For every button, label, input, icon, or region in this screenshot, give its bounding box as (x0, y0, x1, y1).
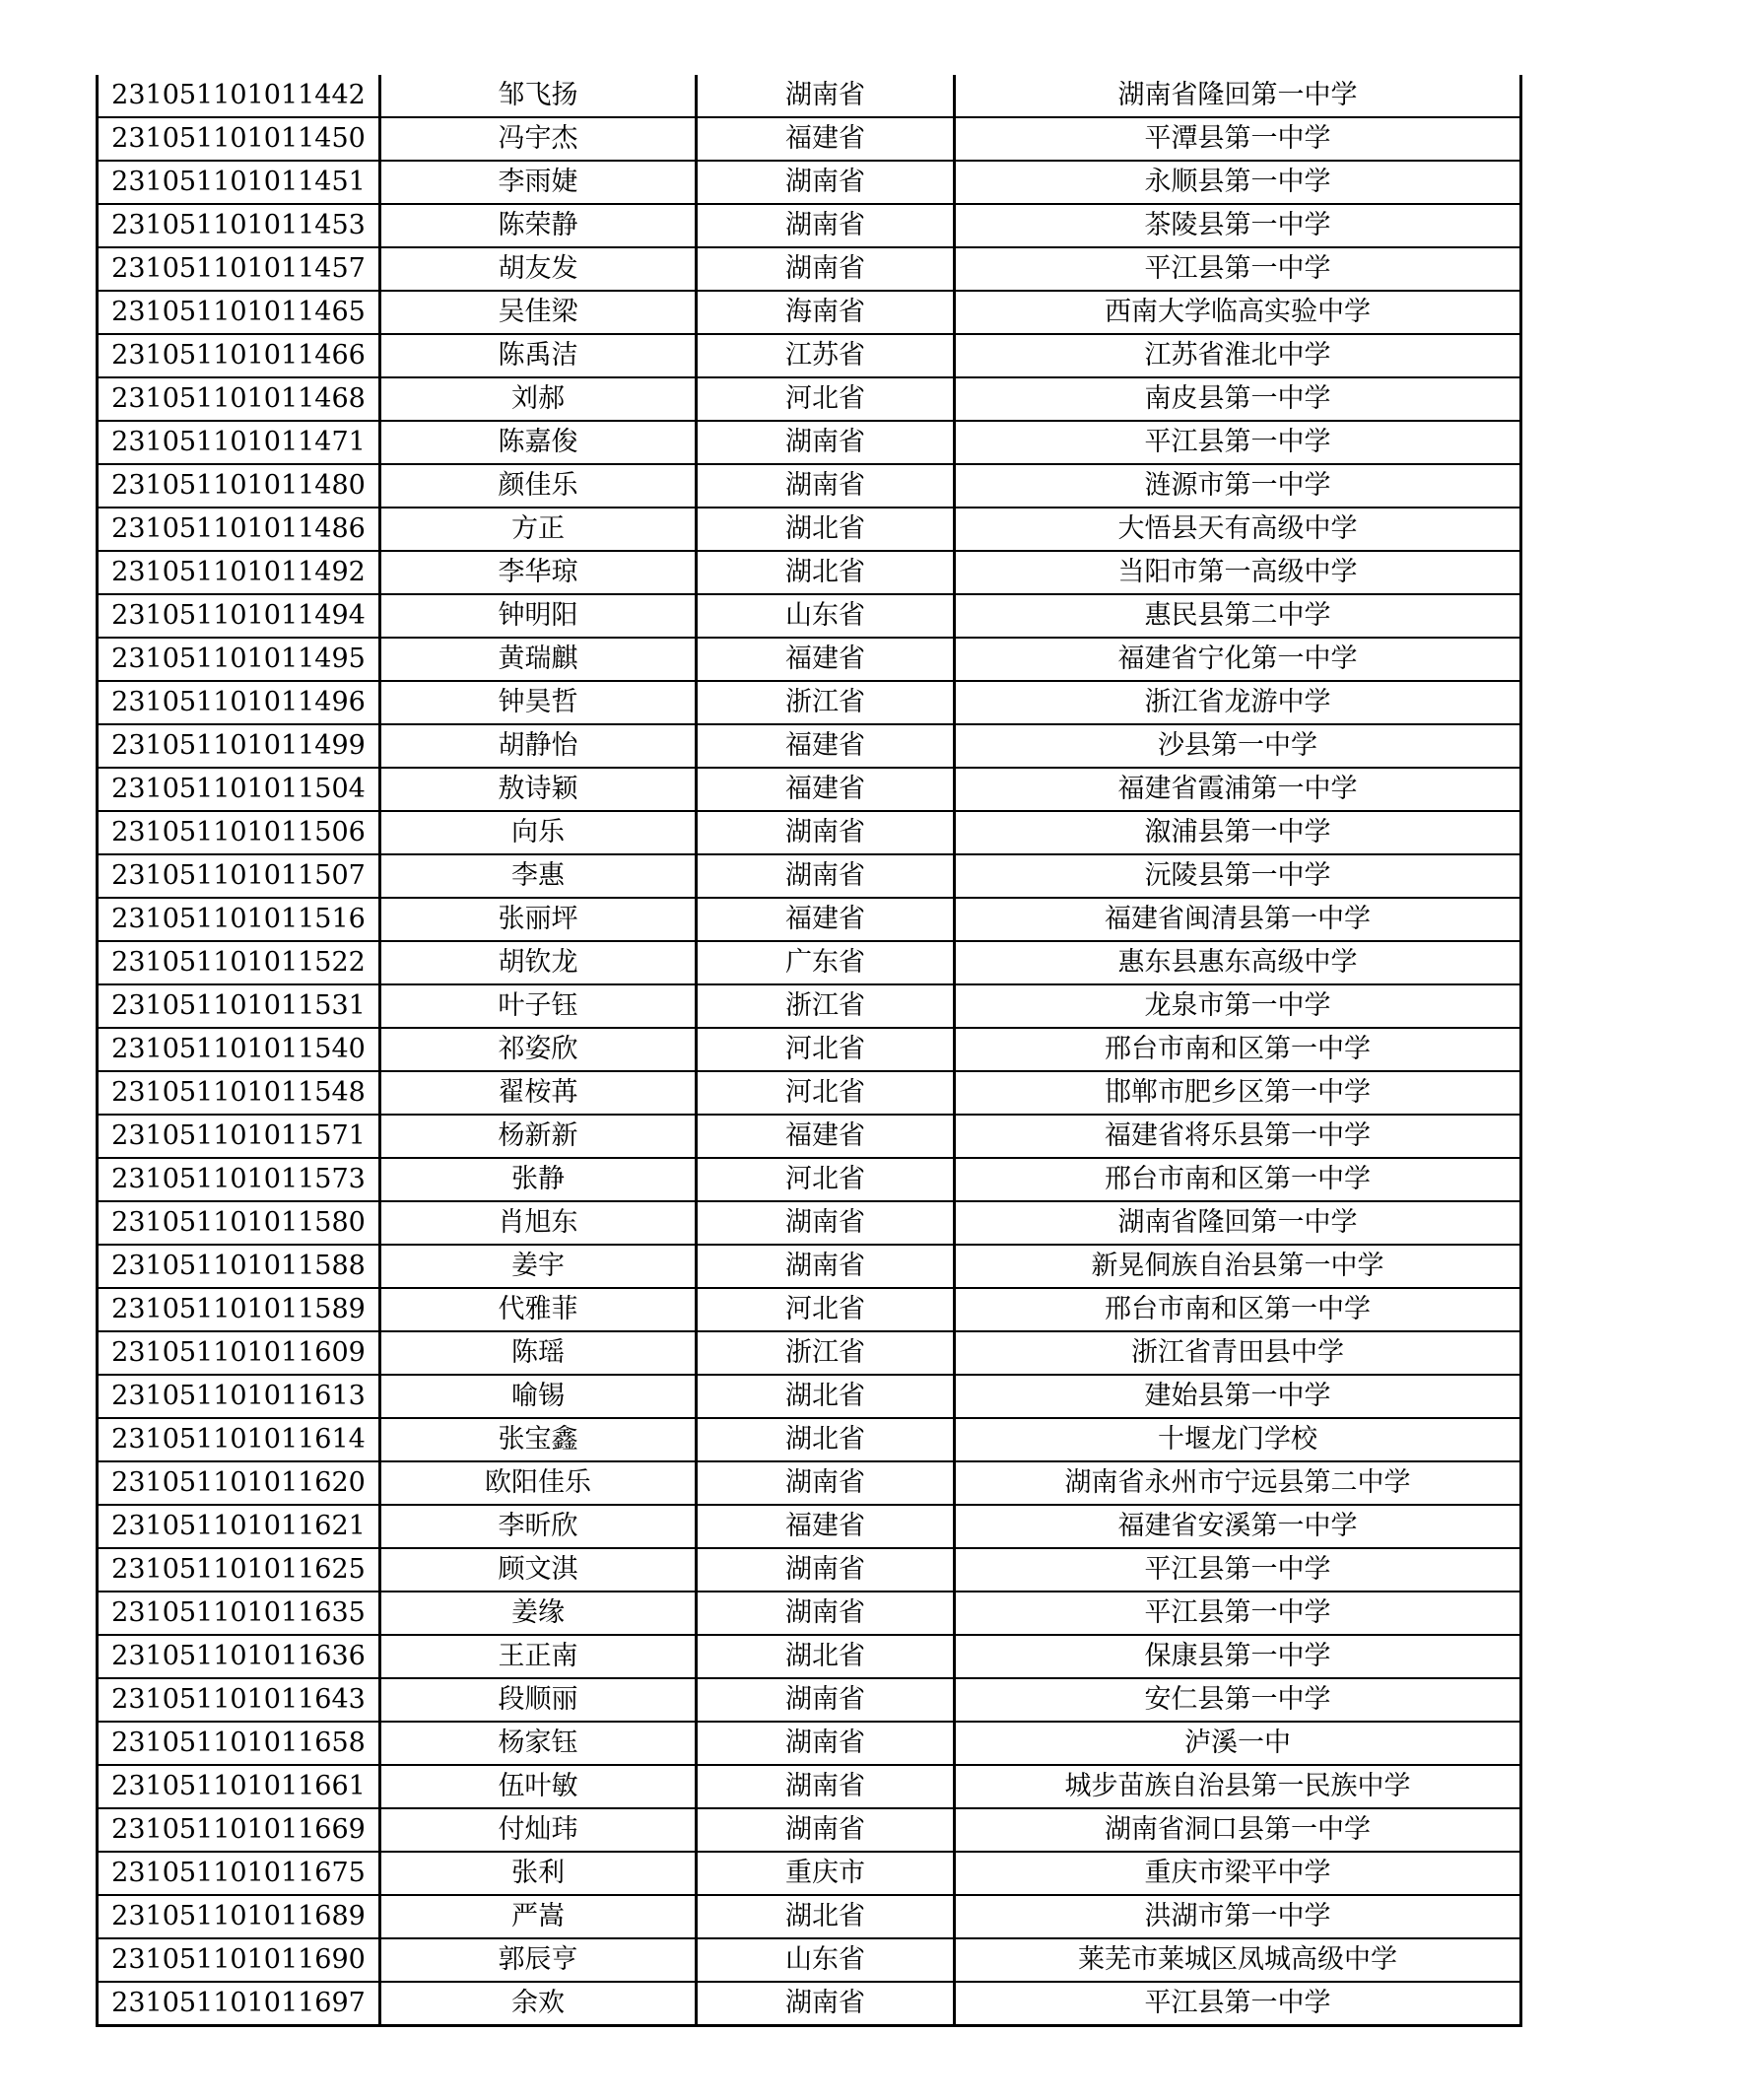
table-row (98, 1678, 1521, 1722)
school-cell: 福建省闽清县第一中学 (955, 898, 1521, 941)
school-cell: 平江县第一中学 (955, 1548, 1521, 1592)
student-name-cell: 张静 (380, 1158, 697, 1201)
exam-id-cell: 231051101011573 (98, 1158, 380, 1201)
province-cell: 浙江省 (697, 984, 955, 1028)
school-cell: 邢台市南和区第一中学 (955, 1028, 1521, 1071)
school-cell: 福建省宁化第一中学 (955, 638, 1521, 681)
province-cell: 湖北省 (697, 551, 955, 594)
province-cell: 湖南省 (697, 1982, 955, 2026)
school-cell: 保康县第一中学 (955, 1635, 1521, 1678)
student-name-cell: 胡友发 (380, 247, 697, 291)
province-cell: 湖北省 (697, 1635, 955, 1678)
school-cell: 洪湖市第一中学 (955, 1895, 1521, 1938)
table-row (98, 941, 1521, 984)
table-row (98, 681, 1521, 724)
table-row (98, 464, 1521, 508)
student-name-cell: 余欢 (380, 1982, 697, 2026)
table-row (98, 811, 1521, 854)
school-cell: 湖南省洞口县第一中学 (955, 1808, 1521, 1852)
province-cell: 湖南省 (697, 1461, 955, 1505)
exam-id-cell: 231051101011451 (98, 161, 380, 204)
school-cell: 湖南省隆回第一中学 (955, 1201, 1521, 1245)
student-name-cell: 敖诗颖 (380, 768, 697, 811)
school-cell: 南皮县第一中学 (955, 377, 1521, 421)
province-cell: 福建省 (697, 638, 955, 681)
student-name-cell: 冯宇杰 (380, 117, 697, 161)
student-roster-table (96, 75, 1522, 2027)
table-row (98, 161, 1521, 204)
province-cell: 湖南省 (697, 161, 955, 204)
table-row (98, 724, 1521, 768)
exam-id-cell: 231051101011540 (98, 1028, 380, 1071)
exam-id-cell: 231051101011675 (98, 1852, 380, 1895)
student-name-cell: 严嵩 (380, 1895, 697, 1938)
student-name-cell: 欧阳佳乐 (380, 1461, 697, 1505)
exam-id-cell: 231051101011499 (98, 724, 380, 768)
student-name-cell: 代雅菲 (380, 1288, 697, 1331)
exam-id-cell: 231051101011507 (98, 854, 380, 898)
school-cell: 福建省将乐县第一中学 (955, 1115, 1521, 1158)
school-cell: 安仁县第一中学 (955, 1678, 1521, 1722)
student-name-cell: 陈瑶 (380, 1331, 697, 1375)
student-name-cell: 祁姿欣 (380, 1028, 697, 1071)
school-cell: 平江县第一中学 (955, 247, 1521, 291)
province-cell: 湖南省 (697, 1765, 955, 1808)
province-cell: 湖南省 (697, 854, 955, 898)
exam-id-cell: 231051101011614 (98, 1418, 380, 1461)
student-name-cell: 刘郝 (380, 377, 697, 421)
school-cell: 涟源市第一中学 (955, 464, 1521, 508)
table-row (98, 594, 1521, 638)
exam-id-cell: 231051101011522 (98, 941, 380, 984)
exam-id-cell: 231051101011609 (98, 1331, 380, 1375)
table-row (98, 1071, 1521, 1115)
province-cell: 河北省 (697, 1028, 955, 1071)
school-cell: 永顺县第一中学 (955, 161, 1521, 204)
table-row (98, 247, 1521, 291)
province-cell: 山东省 (697, 594, 955, 638)
table-row (98, 1548, 1521, 1592)
exam-id-cell: 231051101011457 (98, 247, 380, 291)
table-row (98, 984, 1521, 1028)
table-row (98, 204, 1521, 247)
exam-id-cell: 231051101011465 (98, 291, 380, 334)
school-cell: 溆浦县第一中学 (955, 811, 1521, 854)
province-cell: 福建省 (697, 724, 955, 768)
province-cell: 福建省 (697, 898, 955, 941)
exam-id-cell: 231051101011643 (98, 1678, 380, 1722)
student-name-cell: 陈嘉俊 (380, 421, 697, 464)
student-name-cell: 李雨婕 (380, 161, 697, 204)
province-cell: 河北省 (697, 1158, 955, 1201)
school-cell: 重庆市梁平中学 (955, 1852, 1521, 1895)
school-cell: 湖南省永州市宁远县第二中学 (955, 1461, 1521, 1505)
table-row (98, 768, 1521, 811)
exam-id-cell: 231051101011620 (98, 1461, 380, 1505)
table-row (98, 1028, 1521, 1071)
province-cell: 湖南省 (697, 1592, 955, 1635)
student-name-cell: 李华琼 (380, 551, 697, 594)
student-name-cell: 叶子钰 (380, 984, 697, 1028)
province-cell: 湖北省 (697, 1375, 955, 1418)
table-row (98, 898, 1521, 941)
province-cell: 湖南省 (697, 1722, 955, 1765)
province-cell: 湖南省 (697, 464, 955, 508)
exam-id-cell: 231051101011506 (98, 811, 380, 854)
table-row (98, 551, 1521, 594)
exam-id-cell: 231051101011689 (98, 1895, 380, 1938)
school-cell: 邯郸市肥乡区第一中学 (955, 1071, 1521, 1115)
student-name-cell: 向乐 (380, 811, 697, 854)
province-cell: 江苏省 (697, 334, 955, 377)
province-cell: 湖南省 (697, 811, 955, 854)
province-cell: 河北省 (697, 1288, 955, 1331)
school-cell: 十堰龙门学校 (955, 1418, 1521, 1461)
province-cell: 湖北省 (697, 1418, 955, 1461)
table-row (98, 291, 1521, 334)
student-name-cell: 喻锡 (380, 1375, 697, 1418)
province-cell: 福建省 (697, 768, 955, 811)
school-cell: 城步苗族自治县第一民族中学 (955, 1765, 1521, 1808)
table-row (98, 421, 1521, 464)
exam-id-cell: 231051101011669 (98, 1808, 380, 1852)
table-row (98, 1505, 1521, 1548)
exam-id-cell: 231051101011496 (98, 681, 380, 724)
table-row (98, 1245, 1521, 1288)
exam-id-cell: 231051101011516 (98, 898, 380, 941)
table-row (98, 1722, 1521, 1765)
province-cell: 浙江省 (697, 681, 955, 724)
exam-id-cell: 231051101011571 (98, 1115, 380, 1158)
school-cell: 当阳市第一高级中学 (955, 551, 1521, 594)
exam-id-cell: 231051101011580 (98, 1201, 380, 1245)
table-row (98, 1635, 1521, 1678)
table-row (98, 1938, 1521, 1982)
school-cell: 茶陵县第一中学 (955, 204, 1521, 247)
table-row (98, 1375, 1521, 1418)
table-row (98, 1461, 1521, 1505)
student-name-cell: 顾文淇 (380, 1548, 697, 1592)
province-cell: 浙江省 (697, 1331, 955, 1375)
student-name-cell: 郭辰亨 (380, 1938, 697, 1982)
school-cell: 江苏省淮北中学 (955, 334, 1521, 377)
exam-id-cell: 231051101011453 (98, 204, 380, 247)
student-name-cell: 杨家钰 (380, 1722, 697, 1765)
school-cell: 福建省霞浦第一中学 (955, 768, 1521, 811)
table-row (98, 1852, 1521, 1895)
table-row (98, 1331, 1521, 1375)
table-row (98, 1895, 1521, 1938)
exam-id-cell: 231051101011450 (98, 117, 380, 161)
school-cell: 平江县第一中学 (955, 1592, 1521, 1635)
student-name-cell: 张宝鑫 (380, 1418, 697, 1461)
exam-id-cell: 231051101011442 (98, 75, 380, 117)
student-name-cell: 陈禹洁 (380, 334, 697, 377)
school-cell: 泸溪一中 (955, 1722, 1521, 1765)
province-cell: 湖南省 (697, 1678, 955, 1722)
table-row (98, 1765, 1521, 1808)
table-row (98, 1158, 1521, 1201)
province-cell: 广东省 (697, 941, 955, 984)
student-name-cell: 姜宇 (380, 1245, 697, 1288)
province-cell: 福建省 (697, 117, 955, 161)
province-cell: 河北省 (697, 1071, 955, 1115)
school-cell: 龙泉市第一中学 (955, 984, 1521, 1028)
exam-id-cell: 231051101011480 (98, 464, 380, 508)
student-name-cell: 颜佳乐 (380, 464, 697, 508)
table-row (98, 638, 1521, 681)
student-name-cell: 邹飞扬 (380, 75, 697, 117)
school-cell: 惠东县惠东高级中学 (955, 941, 1521, 984)
exam-id-cell: 231051101011531 (98, 984, 380, 1028)
exam-id-cell: 231051101011636 (98, 1635, 380, 1678)
province-cell: 海南省 (697, 291, 955, 334)
table-row (98, 1418, 1521, 1461)
school-cell: 新晃侗族自治县第一中学 (955, 1245, 1521, 1288)
student-name-cell: 钟明阳 (380, 594, 697, 638)
school-cell: 福建省安溪第一中学 (955, 1505, 1521, 1548)
exam-id-cell: 231051101011588 (98, 1245, 380, 1288)
student-name-cell: 张丽坪 (380, 898, 697, 941)
exam-id-cell: 231051101011492 (98, 551, 380, 594)
province-cell: 重庆市 (697, 1852, 955, 1895)
table-row (98, 1115, 1521, 1158)
student-name-cell: 方正 (380, 508, 697, 551)
exam-id-cell: 231051101011471 (98, 421, 380, 464)
exam-id-cell: 231051101011495 (98, 638, 380, 681)
province-cell: 福建省 (697, 1505, 955, 1548)
school-cell: 惠民县第二中学 (955, 594, 1521, 638)
student-name-cell: 胡钦龙 (380, 941, 697, 984)
table-row (98, 508, 1521, 551)
exam-id-cell: 231051101011635 (98, 1592, 380, 1635)
table-row (98, 1592, 1521, 1635)
school-cell: 邢台市南和区第一中学 (955, 1288, 1521, 1331)
table-row (98, 1982, 1521, 2026)
school-cell: 平潭县第一中学 (955, 117, 1521, 161)
table-row (98, 75, 1521, 117)
exam-id-cell: 231051101011466 (98, 334, 380, 377)
student-name-cell: 杨新新 (380, 1115, 697, 1158)
province-cell: 湖北省 (697, 1895, 955, 1938)
exam-id-cell: 231051101011661 (98, 1765, 380, 1808)
exam-id-cell: 231051101011658 (98, 1722, 380, 1765)
student-name-cell: 肖旭东 (380, 1201, 697, 1245)
exam-id-cell: 231051101011468 (98, 377, 380, 421)
student-name-cell: 姜缘 (380, 1592, 697, 1635)
student-name-cell: 王正南 (380, 1635, 697, 1678)
school-cell: 沙县第一中学 (955, 724, 1521, 768)
student-name-cell: 翟桉苒 (380, 1071, 697, 1115)
exam-id-cell: 231051101011548 (98, 1071, 380, 1115)
province-cell: 福建省 (697, 1115, 955, 1158)
province-cell: 湖南省 (697, 75, 955, 117)
exam-id-cell: 231051101011697 (98, 1982, 380, 2026)
school-cell: 浙江省龙游中学 (955, 681, 1521, 724)
school-cell: 浙江省青田县中学 (955, 1331, 1521, 1375)
student-name-cell: 陈荣静 (380, 204, 697, 247)
student-name-cell: 李昕欣 (380, 1505, 697, 1548)
exam-id-cell: 231051101011486 (98, 508, 380, 551)
student-name-cell: 黄瑞麒 (380, 638, 697, 681)
exam-id-cell: 231051101011690 (98, 1938, 380, 1982)
table-row (98, 377, 1521, 421)
province-cell: 湖南省 (697, 204, 955, 247)
student-name-cell: 胡静怡 (380, 724, 697, 768)
school-cell: 建始县第一中学 (955, 1375, 1521, 1418)
student-name-cell: 张利 (380, 1852, 697, 1895)
exam-id-cell: 231051101011494 (98, 594, 380, 638)
school-cell: 邢台市南和区第一中学 (955, 1158, 1521, 1201)
school-cell: 沅陵县第一中学 (955, 854, 1521, 898)
table-row (98, 1808, 1521, 1852)
school-cell: 莱芜市莱城区凤城高级中学 (955, 1938, 1521, 1982)
province-cell: 湖南省 (697, 1245, 955, 1288)
table-row (98, 1288, 1521, 1331)
province-cell: 湖北省 (697, 508, 955, 551)
province-cell: 山东省 (697, 1938, 955, 1982)
school-cell: 西南大学临高实验中学 (955, 291, 1521, 334)
province-cell: 湖南省 (697, 247, 955, 291)
province-cell: 湖南省 (697, 1548, 955, 1592)
table-row (98, 1201, 1521, 1245)
province-cell: 河北省 (697, 377, 955, 421)
school-cell: 湖南省隆回第一中学 (955, 75, 1521, 117)
student-name-cell: 钟昊哲 (380, 681, 697, 724)
table-row (98, 854, 1521, 898)
province-cell: 湖南省 (697, 1201, 955, 1245)
student-name-cell: 付灿玮 (380, 1808, 697, 1852)
exam-id-cell: 231051101011504 (98, 768, 380, 811)
school-cell: 平江县第一中学 (955, 421, 1521, 464)
table-row (98, 117, 1521, 161)
exam-id-cell: 231051101011625 (98, 1548, 380, 1592)
student-name-cell: 伍叶敏 (380, 1765, 697, 1808)
roster-body (98, 75, 1521, 2026)
exam-id-cell: 231051101011621 (98, 1505, 380, 1548)
student-name-cell: 李惠 (380, 854, 697, 898)
student-name-cell: 吴佳梁 (380, 291, 697, 334)
province-cell: 湖南省 (697, 421, 955, 464)
student-name-cell: 段顺丽 (380, 1678, 697, 1722)
exam-id-cell: 231051101011589 (98, 1288, 380, 1331)
table-row (98, 334, 1521, 377)
school-cell: 平江县第一中学 (955, 1982, 1521, 2026)
exam-id-cell: 231051101011613 (98, 1375, 380, 1418)
school-cell: 大悟县天有高级中学 (955, 508, 1521, 551)
province-cell: 湖南省 (697, 1808, 955, 1852)
